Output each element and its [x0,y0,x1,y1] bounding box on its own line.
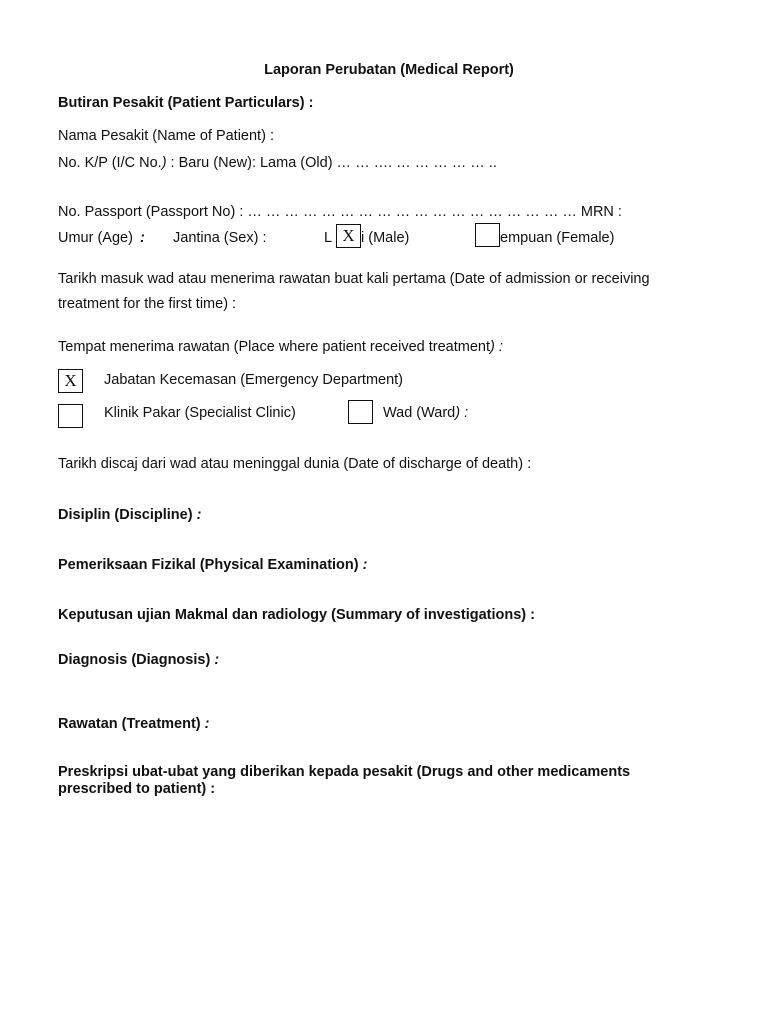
age-colon: : [139,230,145,246]
discipline-text: Disiplin (Discipline) [58,507,197,523]
passport-label: No. Passport (Passport No) : … … … … … … … … … … … … … … … … … … MRN : [58,204,622,220]
place-label [58,338,503,356]
female-label-suffix: empuan (Female) [500,230,615,246]
drugs-label-line2: prescribed to patient) : [58,781,216,797]
discipline-label [58,506,201,524]
ward-label-text: Wad (Ward [383,405,456,421]
emergency-checkbox[interactable]: X [58,369,83,393]
ic-number-rest: : Baru (New): Lama (Old) … … …. … … … … … .. [166,155,497,171]
particulars-heading: Butiran Pesakit (Patient Particulars) : [58,95,314,111]
male-label-prefix: L [324,230,333,246]
discipline-colon: : [196,507,202,523]
ward-checkbox[interactable] [348,400,373,424]
specialist-checkbox[interactable] [58,404,83,428]
admission-label-line1: Tarikh masuk wad atau menerima rawatan buat kali pertama (Date of admission or receiving [58,271,650,287]
age-label [58,229,145,247]
male-checkbox[interactable]: X [336,224,361,248]
discharge-label: Tarikh discaj dari wad atau meninggal dunia (Date of discharge of death) : [58,456,532,472]
treatment-text: Rawatan (Treatment) [58,716,205,732]
diagnosis-colon: : [214,652,220,668]
place-label-end: ) : [489,339,503,355]
physical-exam-label [58,556,367,574]
female-checkbox[interactable] [475,223,500,247]
patient-name-label: Nama Pesakit (Name of Patient) : [58,128,274,144]
ward-label [383,404,468,422]
admission-label-line2: treatment for the first time) : [58,296,237,312]
place-label-text: Tempat menerima rawatan (Place where patient received treatment [58,339,490,355]
emergency-label: Jabatan Kecemasan (Emergency Department) [104,372,404,388]
ic-number-paren: ) [161,155,167,171]
treatment-label [58,715,210,733]
ic-number-main: No. K/P (I/C No. [58,155,162,171]
physical-exam-colon: : [362,557,368,573]
diagnosis-label [58,651,219,669]
age-text: Umur (Age) [58,230,133,246]
ic-number-label [58,154,497,172]
ward-label-end: ) : [455,405,469,421]
specialist-label: Klinik Pakar (Specialist Clinic) [104,405,296,421]
treatment-colon: : [204,716,210,732]
investigations-label: Keputusan ujian Makmal dan radiology (Summary of investigations) : [58,607,535,623]
drugs-label-line1: Preskripsi ubat-ubat yang diberikan kepada pesakit (Drugs and other medicaments [58,764,631,780]
male-label-suffix: i (Male) [361,230,410,246]
physical-exam-text: Pemeriksaan Fizikal (Physical Examination) [58,557,363,573]
diagnosis-text: Diagnosis (Diagnosis) [58,652,215,668]
sex-label: Jantina (Sex) : [173,230,267,246]
report-title: Laporan Perubatan (Medical Report) [264,62,514,78]
